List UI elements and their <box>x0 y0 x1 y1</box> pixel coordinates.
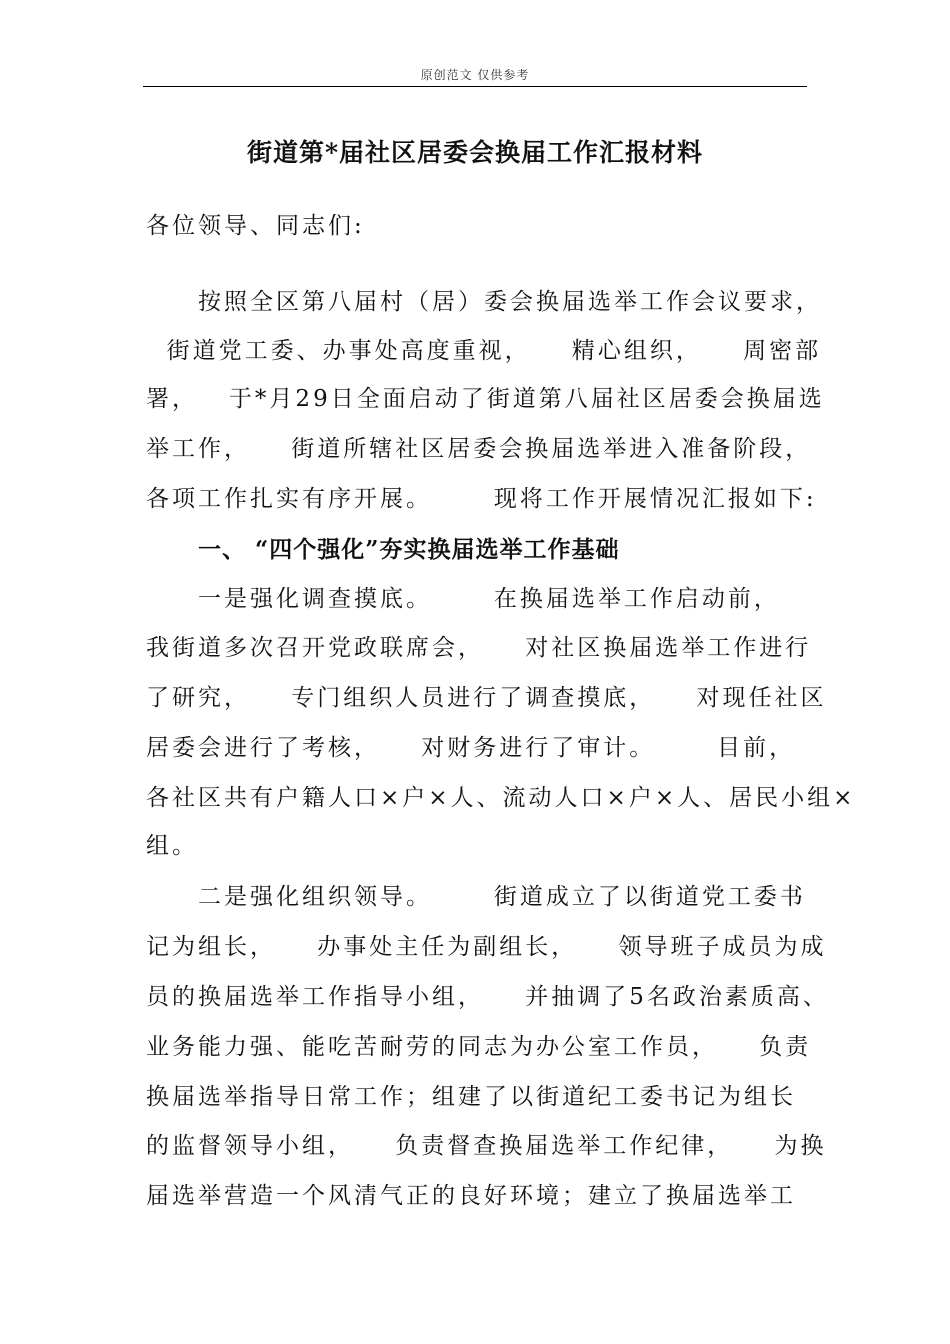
body-line: 各社区共有户籍人口×户×人、流动人口×户×人、居民小组× <box>146 785 856 811</box>
page-header: 原创范文 仅供参考 <box>420 68 530 82</box>
body-line: 各项工作扎实有序开展。 现将工作开展情况汇报如下: <box>146 486 817 512</box>
section-heading: 一、 “四个强化”夯实换届选举工作基础 <box>198 536 620 563</box>
body-line: 记为组长， 办事处主任为副组长， 领导班子成员为成 <box>146 934 827 960</box>
body-line: 一是强化调查摸底。 在换届选举工作启动前， <box>198 586 780 612</box>
body-line: 组。 <box>146 833 198 859</box>
salutation: 各位领导、同志们: <box>146 213 365 239</box>
body-line: 二是强化组织领导。 街道成立了以街道党工委书 <box>198 884 806 910</box>
body-line: 署， 于*月29日全面启动了街道第八届社区居委会换届选 <box>146 386 825 412</box>
body-line: 我街道多次召开党政联席会， 对社区换届选举工作进行 <box>146 635 812 661</box>
body-line: 按照全区第八届村（居）委会换届选举工作会议要求， <box>198 289 822 315</box>
body-line: 街道党工委、办事处高度重视， 精心组织， 周密部 <box>146 338 822 364</box>
header-divider <box>143 86 807 87</box>
body-line: 了研究， 专门组织人员进行了调查摸底， 对现任社区 <box>146 685 827 711</box>
body-line: 的监督领导小组， 负责督查换届选举工作纪律， 为换 <box>146 1133 827 1159</box>
body-line: 员的换届选举工作指导小组， 并抽调了5名政治素质高、 <box>146 984 829 1010</box>
document-title: 街道第*届社区居委会换届工作汇报材料 <box>246 138 704 167</box>
body-line: 换届选举指导日常工作；组建了以街道纪工委书记为组长 <box>146 1084 796 1110</box>
body-line: 居委会进行了考核， 对财务进行了审计。 目前， <box>146 735 796 761</box>
body-line: 业务能力强、能吃苦耐劳的同志为办公室工作员， 负责 <box>146 1034 812 1060</box>
body-line: 届选举营造一个风清气正的良好环境；建立了换届选举工 <box>146 1183 796 1209</box>
body-line: 举工作， 街道所辖社区居委会换届选举进入准备阶段， <box>146 436 812 462</box>
